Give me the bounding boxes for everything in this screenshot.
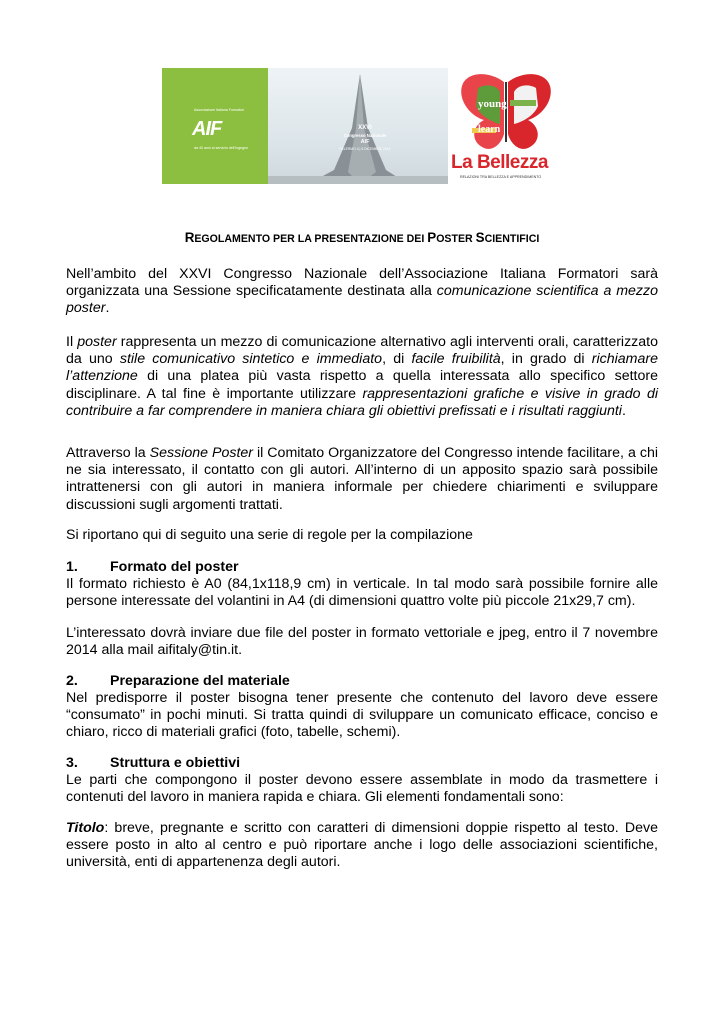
aif-association-name: Associazione Italiana Formatori	[194, 108, 245, 112]
titolo-label: Titolo	[66, 820, 105, 836]
title-part-3: CIENTIFICI	[484, 233, 540, 245]
la-bellezza-subtitle: RELAZIONI TRA BELLEZZA E APPRENDIMENTO	[460, 175, 542, 179]
poster-em-3: facile fruibilità	[411, 351, 501, 368]
congress-place-date: PALERMO 4 | 6 DICEMBRE 2014	[339, 147, 391, 151]
poster-text-d: , in grado di	[500, 351, 592, 368]
intro-text: Nell’ambito del XXVI Congresso Nazionale dell’Associazione Italiana Formatori sarà organizzata una Sessione specificatamente destinata alla	[66, 266, 658, 300]
section-2-text: Nel predisporre il poster bisogna tener presente che contenuto del lavoro deve essere “consumato” in pochi minuti. Si tratta quindi di sviluppare un comunicato efficace, conciso e chiaro, ricco di materiali grafici (foto, tabelle, schemi).	[66, 690, 658, 741]
poster-em-4: richiamare l’attenzione	[66, 351, 659, 385]
header-banner	[162, 68, 564, 184]
butterfly-icon	[448, 68, 564, 152]
aif-tagline: da 40 anni al servizio dell'Ingegno	[194, 146, 249, 150]
word-young: young	[478, 98, 507, 110]
title-initial-r: R	[184, 230, 195, 245]
session-emphasis: Sessione Poster	[149, 445, 254, 461]
session-paragraph	[66, 445, 658, 514]
word-learn: learn	[478, 124, 501, 135]
poster-paragraph	[66, 334, 658, 420]
aif-logo-panel	[162, 68, 268, 184]
poster-text-e: di una platea più vasta rispetto a quella interessata allo specifico settore disciplinare. A tal fine è importante utilizzare	[66, 368, 658, 402]
title-initial-s: S	[475, 230, 485, 245]
section-2-heading	[66, 673, 658, 690]
poster-text-b: rappresenta un mezzo di comunicazione alternativo agli interventi orali, caratterizzato da uno	[66, 334, 658, 368]
title-part-1: EGOLAMENTO PER LA PRESENTAZIONE DEI	[194, 233, 428, 245]
section-1-text-2: L’interessato dovrà inviare due file del poster in formato vettoriale e jpeg, entro il 7 novembre 2014 alla mail aifitaly@tin.it.	[66, 625, 658, 659]
section-1-heading	[66, 559, 658, 576]
title-initial-p: P	[427, 230, 437, 245]
section-2-number: 2.	[66, 673, 78, 689]
titolo-paragraph	[66, 820, 658, 872]
title-part-2: OSTER	[436, 233, 476, 245]
section-2-title: Preparazione del materiale	[110, 673, 290, 689]
intro-emphasis: comunicazione scientifica a mezzo poster	[66, 283, 658, 317]
poster-text-f: .	[621, 402, 626, 419]
poster-text-c: , di	[382, 351, 412, 368]
intro-end: .	[105, 300, 110, 317]
poster-text-a: Il	[66, 334, 78, 350]
aif-logo: AIF	[192, 118, 222, 140]
section-1-number: 1.	[66, 559, 78, 575]
la-bellezza-panel	[448, 68, 564, 184]
session-text-b: il Comitato Organizzatore del Congresso intende facilitare, a chi ne sia interessato, il contatto con gli autori. All’interno di un apposito spazio sarà possibile intrattenersi con gli autori in maniera informale per chiedere chiarimenti e sviluppare discussioni sugli argomenti trattati.	[66, 445, 658, 513]
poster-em-5: rappresentazioni grafiche e visive in grado di contribuire a far comprendere in maniera chiara gli obiettivi prefissati e i risultati raggiunti	[66, 385, 658, 419]
congress-org: AIF	[360, 139, 370, 145]
congress-number: XXVI	[358, 125, 372, 131]
poster-em-1: poster	[77, 334, 117, 350]
congress-name: Congresso Nazionale	[343, 133, 387, 138]
rules-intro: Si riportano qui di seguito una serie di regole per la compilazione	[66, 527, 473, 543]
section-3-heading	[66, 755, 658, 772]
section-1-text: Il formato richiesto è A0 (84,1x118,9 cm) in verticale. In tal modo sarà possibile fornire alle persone interessate del volantini in A4 (di dimensioni quattro volte più piccole 21x29,7 cm).	[66, 576, 658, 610]
la-bellezza-title: La Bellezza	[451, 152, 548, 173]
section-3-title: Struttura e obiettivi	[110, 755, 241, 771]
section-3-number: 3.	[66, 755, 78, 771]
session-text-a: Attraverso la	[66, 445, 150, 461]
poster-em-2: stile comunicativo sintetico e immediato	[119, 351, 383, 368]
section-3-text: Le parti che compongono il poster devono essere assemblate in modo da trasmettere i contenuti del lavoro in maniera rapida e chiara. Gli elementi fondamentali sono:	[66, 772, 658, 806]
section-1-title: Formato del poster	[110, 559, 239, 575]
titolo-text: : breve, pregnante e scritto con caratteri di dimensioni doppie rispetto al testo. Deve essere posto in alto al centro e può riportare anche i logo delle associazioni scientifiche, università, enti di appartenenza degli autori.	[66, 820, 658, 871]
intro-paragraph	[66, 266, 658, 318]
document-title	[66, 229, 658, 248]
congress-panel	[268, 68, 448, 184]
